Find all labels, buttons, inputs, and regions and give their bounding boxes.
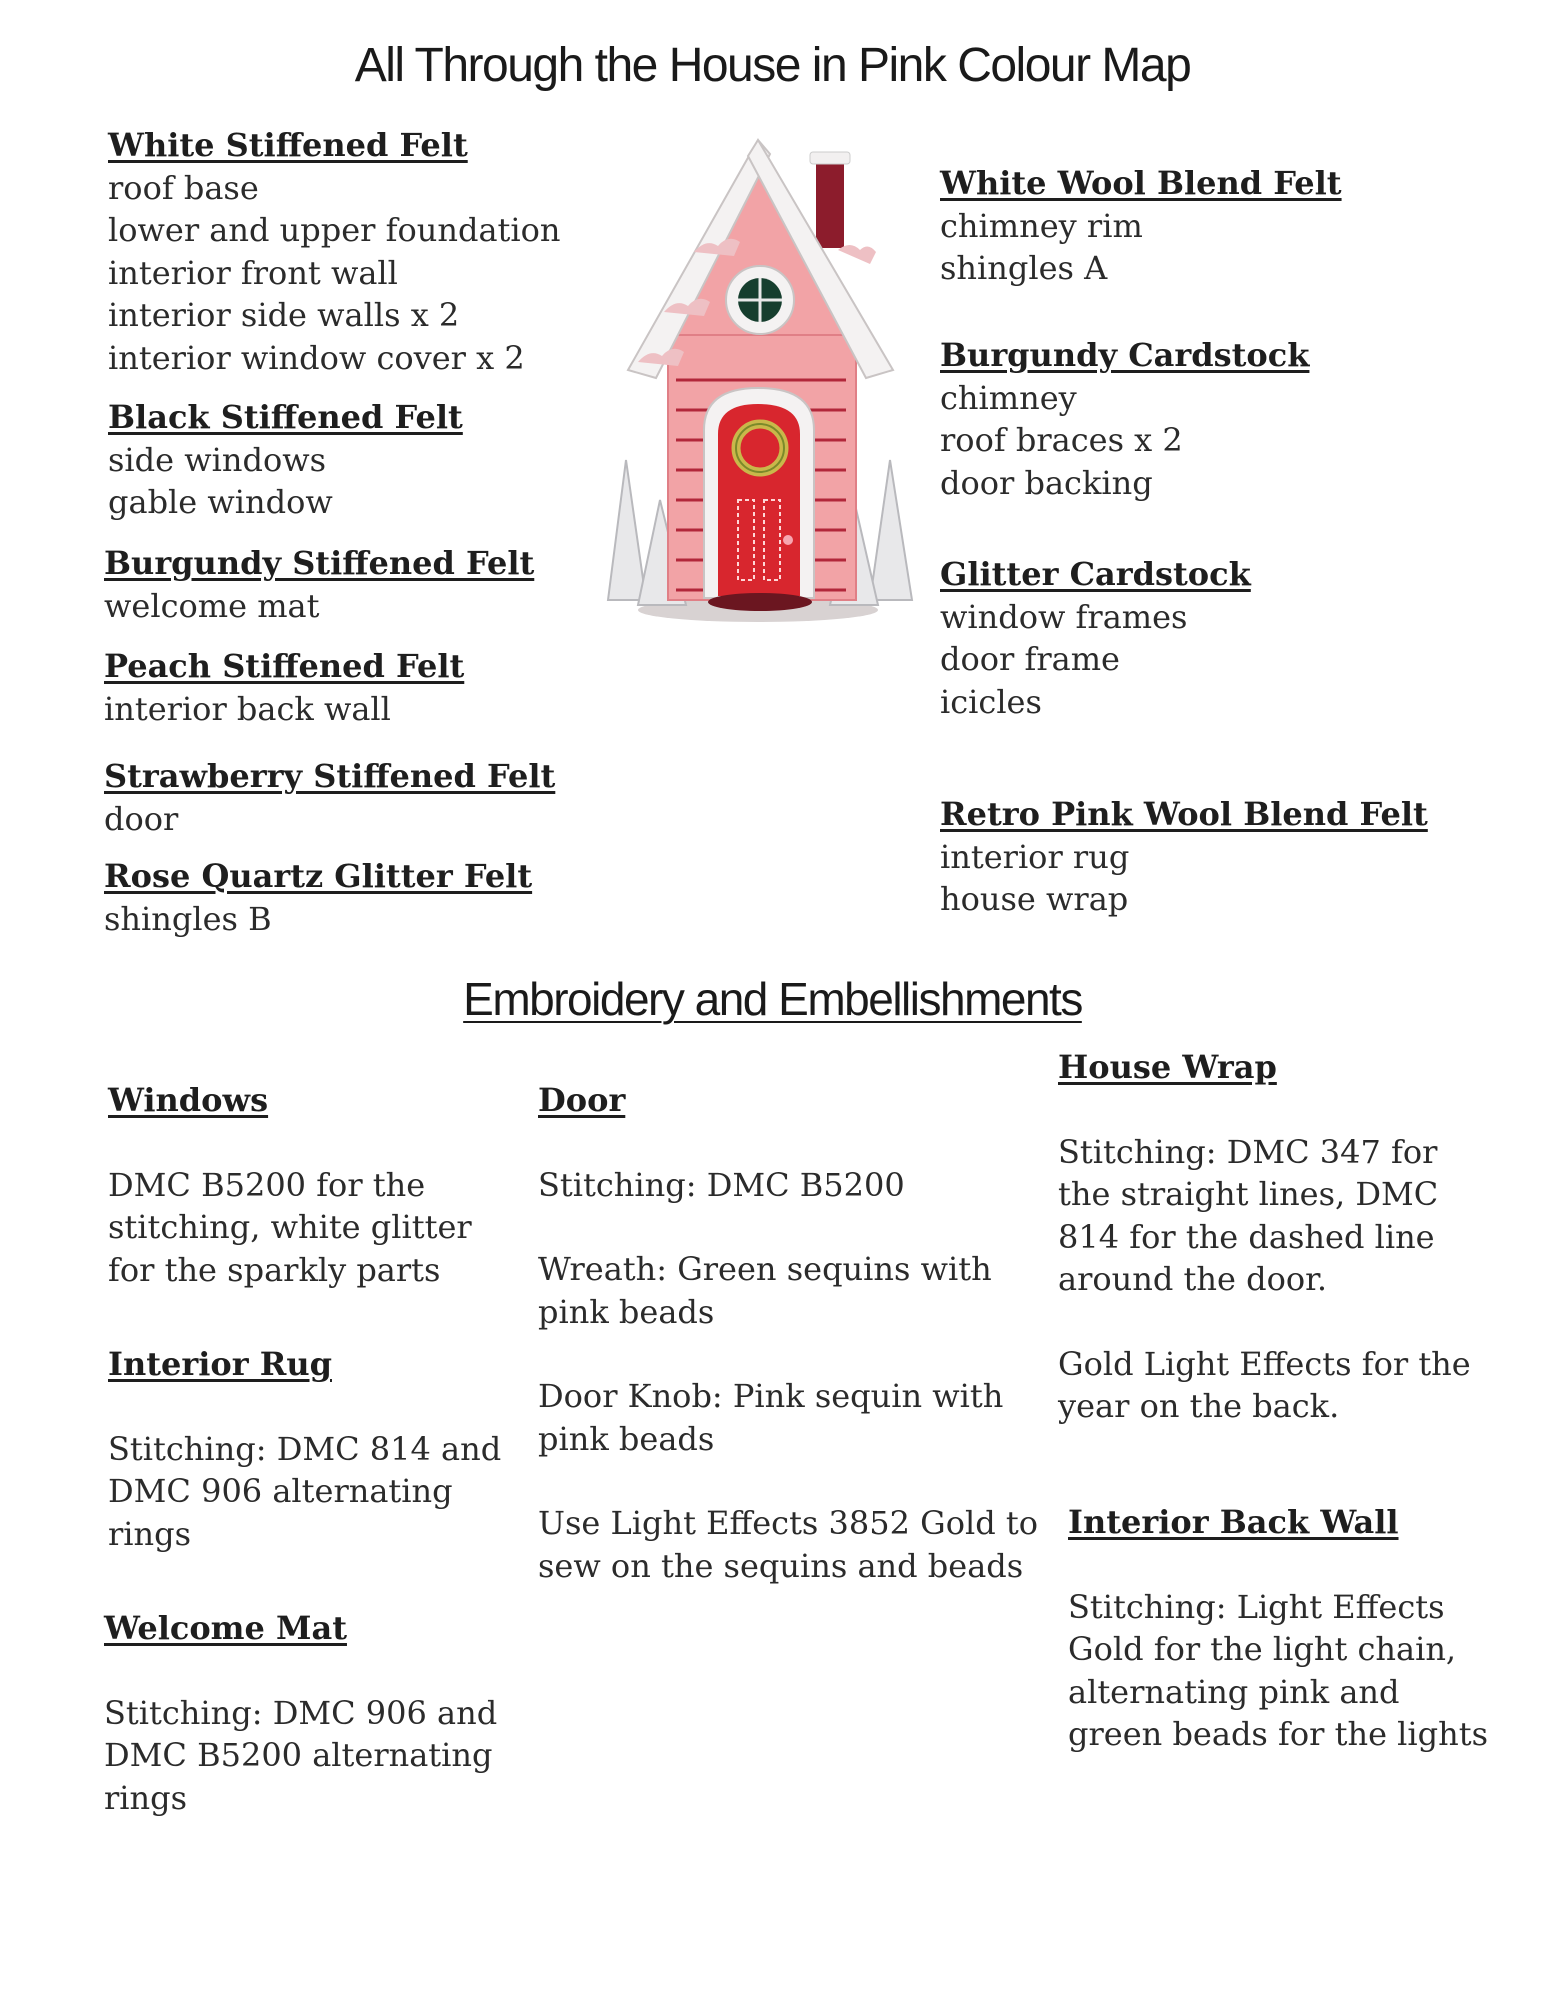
- text-line: Wreath: Green sequins with: [538, 1250, 992, 1288]
- material-item: interior back wall: [104, 689, 391, 728]
- material-item: welcome mat: [104, 586, 320, 625]
- material-heading: Glitter Cardstock: [940, 555, 1251, 593]
- section-heading: Interior Back Wall: [1068, 1503, 1399, 1541]
- embellishment-welcome-mat: [104, 1607, 497, 1819]
- material-item: chimney rim: [940, 206, 1143, 245]
- text-line: the straight lines, DMC: [1058, 1175, 1439, 1213]
- text-line: DMC B5200 for the: [108, 1165, 426, 1204]
- embellishment-house-wrap: [1058, 1046, 1471, 1428]
- material-item: door: [104, 799, 179, 838]
- text-line: rings: [104, 1778, 188, 1817]
- embellishment-door: [538, 1079, 1038, 1587]
- material-item: interior side walls x 2: [108, 296, 460, 334]
- material-heading: Strawberry Stiffened Felt: [104, 757, 556, 795]
- material-burgundy-stiffened-felt: [104, 542, 534, 627]
- text-line: Stitching: DMC 906 and: [104, 1693, 498, 1732]
- text-line: for the sparkly parts: [108, 1250, 441, 1289]
- material-item: chimney: [940, 378, 1077, 417]
- material-burgundy-cardstock: [940, 334, 1309, 504]
- material-black-stiffened-felt: [108, 396, 463, 524]
- material-strawberry-stiffened-felt: [104, 755, 555, 840]
- material-rose-quartz-glitter-felt: [104, 855, 532, 940]
- text-line: green beads for the lights: [1068, 1715, 1489, 1753]
- text-line: Use Light Effects 3852 Gold to: [538, 1504, 1038, 1542]
- material-retro-pink-wool-blend-felt: [940, 793, 1428, 921]
- material-heading: Burgundy Stiffened Felt: [104, 544, 535, 582]
- embellishment-interior-back-wall: [1068, 1501, 1488, 1756]
- material-item: window frames: [940, 597, 1188, 636]
- text-line: alternating pink and: [1068, 1672, 1400, 1711]
- material-item: house wrap: [940, 880, 1129, 918]
- material-item: icicles: [940, 682, 1042, 721]
- text-line: pink beads: [538, 1419, 715, 1458]
- material-item: interior front wall: [108, 253, 398, 292]
- section-heading: Door: [538, 1081, 626, 1119]
- material-item: side windows: [108, 440, 327, 479]
- material-heading: Rose Quartz Glitter Felt: [104, 857, 533, 895]
- embellishment-windows: [108, 1079, 472, 1291]
- section-title: Embroidery and Embellishments: [463, 973, 1082, 1025]
- section-heading: House Wrap: [1058, 1048, 1277, 1086]
- text-line: Gold for the light chain,: [1068, 1630, 1457, 1668]
- section-heading: Interior Rug: [108, 1345, 332, 1383]
- text-line: Stitching: DMC 347 for: [1058, 1132, 1438, 1171]
- material-heading: Black Stiffened Felt: [108, 398, 463, 436]
- text-line: Stitching: Light Effects: [1068, 1587, 1445, 1626]
- material-item: interior rug: [940, 837, 1130, 876]
- material-glitter-cardstock: [940, 553, 1251, 723]
- text-line: DMC B5200 alternating: [104, 1736, 493, 1774]
- house-ornament-image: [598, 130, 920, 630]
- text-line: Door Knob: Pink sequin with: [538, 1377, 1004, 1415]
- text-line: Gold Light Effects for the: [1058, 1344, 1471, 1383]
- section-heading: Windows: [108, 1081, 269, 1119]
- text-line: sew on the sequins and beads: [538, 1546, 1024, 1585]
- material-item: door frame: [940, 640, 1120, 678]
- text-line: 814 for the dashed line: [1058, 1217, 1435, 1256]
- text-line: pink beads: [538, 1292, 715, 1331]
- chimney-shape: [816, 158, 844, 248]
- section-heading: Welcome Mat: [104, 1609, 347, 1647]
- material-heading: White Wool Blend Felt: [940, 164, 1342, 202]
- material-item: gable window: [108, 483, 333, 521]
- material-item: shingles B: [104, 899, 272, 938]
- embellishment-interior-rug: [108, 1343, 501, 1555]
- text-line: rings: [108, 1514, 192, 1553]
- text-line: Stitching: DMC B5200: [538, 1165, 905, 1204]
- material-heading: Peach Stiffened Felt: [104, 647, 465, 685]
- material-item: lower and upper foundation: [108, 211, 561, 249]
- material-item: roof base: [108, 168, 259, 207]
- material-item: shingles A: [940, 249, 1108, 287]
- material-item: interior window cover x 2: [108, 338, 525, 377]
- text-line: stitching, white glitter: [108, 1208, 472, 1246]
- material-peach-stiffened-felt: [104, 645, 464, 730]
- material-item: roof braces x 2: [940, 421, 1183, 459]
- material-item: door backing: [940, 463, 1153, 502]
- material-white-wool-blend-felt: [940, 162, 1342, 290]
- text-line: around the door.: [1058, 1260, 1328, 1298]
- material-heading: Burgundy Cardstock: [940, 336, 1310, 374]
- text-line: DMC 906 alternating: [108, 1472, 453, 1510]
- text-line: Stitching: DMC 814 and: [108, 1429, 502, 1468]
- page-title: All Through the House in Pink Colour Map: [354, 39, 1191, 92]
- material-white-stiffened-felt: [108, 124, 560, 379]
- text-line: year on the back.: [1058, 1387, 1340, 1425]
- material-heading: Retro Pink Wool Blend Felt: [940, 795, 1428, 833]
- material-heading: White Stiffened Felt: [108, 126, 468, 164]
